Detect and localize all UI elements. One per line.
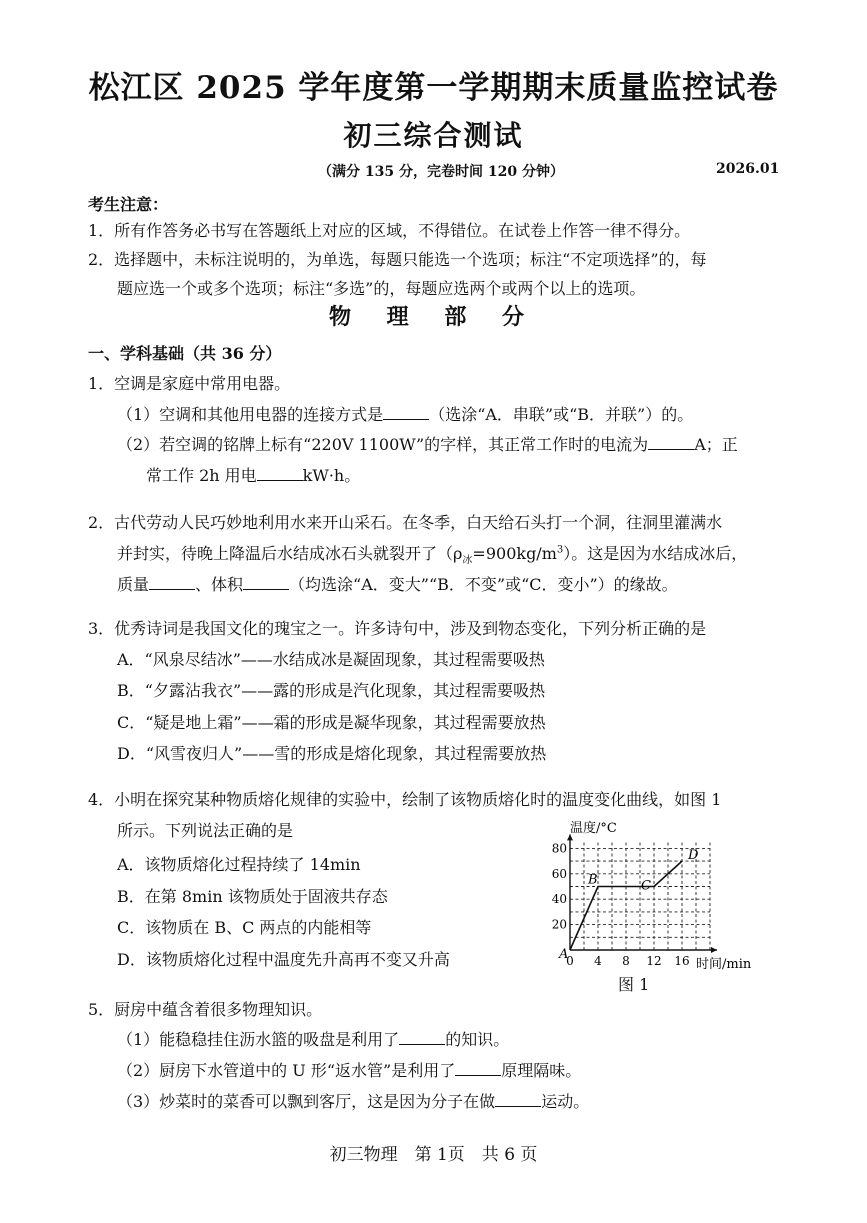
point-label-b: B (588, 872, 598, 888)
q4-option-d[interactable]: D．该物质熔化过程中温度先升高再不变又升高 (117, 950, 450, 969)
answer-blank[interactable] (243, 575, 289, 590)
temperature-time-graph (548, 818, 758, 998)
rho-subscript: 冰 (462, 555, 473, 567)
q4-option-b[interactable]: B．在第 8min 该物质处于固液共存态 (117, 887, 388, 906)
answer-blank[interactable] (257, 466, 303, 481)
q4-line2: 所示。下列说法正确的是 (117, 821, 294, 840)
q5-text: 原理隔味。 (501, 1061, 582, 1080)
q1-part1 (117, 402, 693, 425)
q5-text: （1）能稳稳挂住沥水篮的吸盘是利用了 (117, 1030, 400, 1049)
figure-caption: 图 1 (618, 975, 650, 994)
answer-blank[interactable] (383, 405, 429, 420)
q2-text: （均选涂“A．变大”“B．不变”或“C．变小”）的缘故。 (289, 575, 678, 594)
y-axis-label: 温度/°C (570, 821, 617, 836)
unit-superscript: 3 (556, 544, 564, 556)
part-title: 一、学科基础（共 36 分） (88, 344, 282, 363)
notice-item: 1．所有作答务必书写在答题纸上对应的区域，不得错位。在试卷上作答一律不得分。 (88, 221, 691, 240)
x-tick-label: 16 (674, 954, 690, 968)
exam-title: 松江区 2025 学年度第一学期期末质量监控试卷 (88, 70, 779, 106)
q2-line3 (117, 572, 678, 595)
q5-text: 运动。 (541, 1092, 590, 1111)
q4-line1: 4．小明在探究某种物质熔化规律的实验中，绘制了该物质熔化时的温度变化曲线，如图 1 (88, 790, 722, 809)
exam-date: 2026.01 (716, 161, 780, 177)
q5-text: （2）厨房下水管道中的 U 形“返水管”是利用了 (117, 1061, 456, 1080)
tick-labels (552, 841, 690, 968)
point-label-d: D (688, 848, 699, 864)
q2-line1: 2．古代劳动人民巧妙地利用水来开山采石。在冬季，白天给石头打一个洞，往洞里灌满水 (88, 513, 723, 532)
score-note: （满分 135 分，完卷时间 120 分钟） (318, 164, 564, 180)
x-axis-arrow (711, 947, 717, 953)
y-tick-label: 60 (551, 866, 567, 881)
q3-option-c[interactable]: C．“疑是地上霜”——霜的形成是凝华现象，其过程需要放热 (117, 713, 546, 732)
q1-part2-cont (146, 463, 360, 486)
answer-blank[interactable] (399, 1030, 445, 1045)
x-tick-label: 8 (622, 954, 630, 968)
q5-part1 (117, 1027, 509, 1050)
q2-line2 (117, 541, 747, 566)
q3-option-a[interactable]: A．“风泉尽结冰”——水结成冰是凝固现象，其过程需要吸热 (117, 650, 545, 669)
answer-blank[interactable] (455, 1061, 501, 1076)
q2-text: ）。这是因为水结成冰后， (563, 544, 748, 563)
x-axis-label: 时间/min (696, 957, 752, 972)
q5-stem: 5．厨房中蕴含着很多物理知识。 (88, 1000, 323, 1019)
y-tick-label: 80 (551, 841, 567, 856)
y-tick-label: 40 (551, 892, 567, 907)
q1-part1-text: （1）空调和其他用电器的连接方式是 (117, 405, 384, 424)
q5-text: 的知识。 (445, 1030, 510, 1049)
q5-part2 (117, 1058, 581, 1081)
answer-blank[interactable] (149, 575, 195, 590)
point-label-a: A (559, 947, 569, 962)
q4-option-a[interactable]: A．该物质熔化过程持续了 14min (117, 855, 361, 874)
q1-part2-text: 常工作 2h 用电 (146, 466, 257, 485)
q2-text: 质量 (117, 575, 150, 594)
answer-blank[interactable] (495, 1092, 541, 1107)
point-label-c: C (641, 878, 651, 894)
x-tick-label: 4 (594, 954, 602, 968)
y-tick-label: 20 (551, 917, 567, 932)
q2-text: =900kg/m (472, 544, 557, 563)
notice-item: 题应选一个或多个选项；标注“多选”的，每题应选两个或两个以上的选项。 (117, 279, 646, 298)
x-tick-label: 12 (646, 954, 662, 968)
section-title: 物 理 部 分 (329, 304, 538, 330)
q5-text: （3）炒菜时的菜香可以飘到客厅，这是因为分子在做 (117, 1092, 496, 1111)
q2-text: 并封实，待晚上降温后水结成冰石头就裂开了（ρ (117, 544, 463, 563)
q5-part3 (117, 1089, 589, 1112)
q2-text: 、体积 (195, 575, 244, 594)
q1-part2-text: kW·h。 (302, 466, 361, 485)
answer-blank[interactable] (648, 435, 694, 450)
exam-subtitle: 初三综合测试 (343, 119, 524, 152)
q1-part2 (117, 432, 738, 455)
q3-stem: 3．优秀诗词是我国文化的瑰宝之一。许多诗句中，涉及到物态变化，下列分析正确的是 (88, 619, 707, 638)
q1-stem: 1．空调是家庭中常用电器。 (88, 374, 291, 393)
notice-item: 2．选择题中，未标注说明的，为单选，每题只能选一个选项；标注“不定项选择”的，每 (88, 250, 707, 269)
q1-part1-text: （选涂“A．串联”或“B．并联”）的。 (429, 405, 694, 424)
x-tick-label: 0 (566, 954, 574, 968)
q4-option-c[interactable]: C．该物质在 B、C 两点的内能相等 (117, 918, 372, 937)
q3-option-d[interactable]: D．“风雪夜归人”——雪的形成是熔化现象，其过程需要放热 (117, 744, 547, 763)
q3-option-b[interactable]: B．“夕露沾我衣”——露的形成是汽化现象，其过程需要吸热 (117, 681, 546, 700)
q1-part2-text: A；正 (694, 435, 738, 454)
notice-heading: 考生注意： (88, 195, 169, 214)
page-footer: 初三物理 第 1页 共 6 页 (329, 1145, 538, 1165)
q1-part2-text: （2）若空调的铭牌上标有“220V 1100W”的字样，其正常工作时的电流为 (117, 435, 649, 454)
